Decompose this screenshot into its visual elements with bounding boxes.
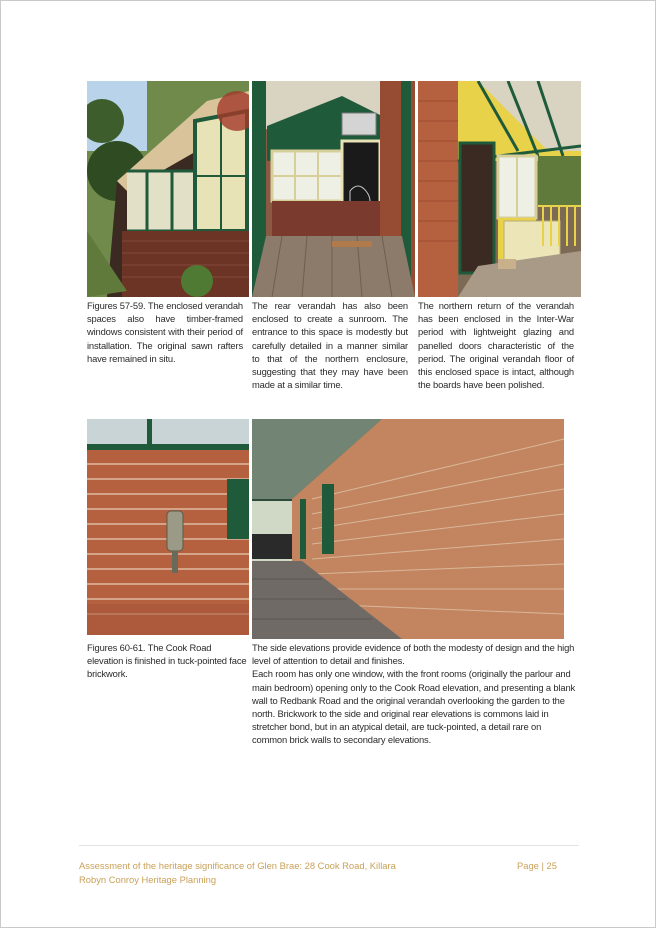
caption-text: Figures 57-59. The enclosed verandah spaces also have timber-framed windows consistent with their period of installation. The original sawn rafters have remained in situ. (87, 300, 243, 364)
caption-text: The northern return of the verandah has been enclosed in the Inter-War period with lightweight glazing and panelled doors characteristic of the period. The original verandah floor of this enclosed space is intact, although the boards have been polished. (418, 300, 574, 391)
photo-northern-return (418, 81, 581, 297)
caption-figures-60-61 (87, 641, 247, 681)
footer-left (79, 859, 396, 887)
caption-text: Figures 60-61. The Cook Road elevation is finished in tuck-pointed face brickwork. (87, 642, 247, 680)
caption-figures-57-59 (87, 299, 243, 365)
footer-author: Robyn Conroy Heritage Planning (79, 874, 217, 885)
caption-paragraph-2: Each room has only one window, with the front rooms (originally the parlour and main bedroom) opening only to the Cook Road elevation, and presenting a blank wall to Redbank Road and the original verandah overlooking the garden to the north. Brickwork to the side and original rear elevations is commons laid in stretcher bond, but in an atypical detail, are tuck-pointed, a detail rare on common brick walls to secondary elevations. (252, 668, 576, 746)
caption-side-elevations (252, 641, 576, 747)
caption-paragraph-1: The side elevations provide evidence of both the modesty of design and the high level of attention to detail and finishes. (252, 642, 575, 667)
photo-rear-verandah (252, 81, 415, 297)
caption-text: The rear verandah has also been enclosed to create a sunroom. The entrance to this space is modestly but carefully detailed in a manner similar to that of the northern enclosure, suggesting that they may have been made at a similar time. (252, 300, 408, 391)
footer-page-number: Page | 25 (517, 860, 557, 871)
caption-rear-verandah (252, 299, 408, 391)
caption-northern-return (418, 299, 574, 391)
photo-enclosed-verandah (87, 81, 249, 297)
photo-side-elevation (252, 419, 564, 639)
photo-cook-road-elevation (87, 419, 249, 635)
footer-divider (79, 845, 579, 846)
footer-document-title: Assessment of the heritage significance of Glen Brae: 28 Cook Road, Killara (79, 860, 396, 871)
